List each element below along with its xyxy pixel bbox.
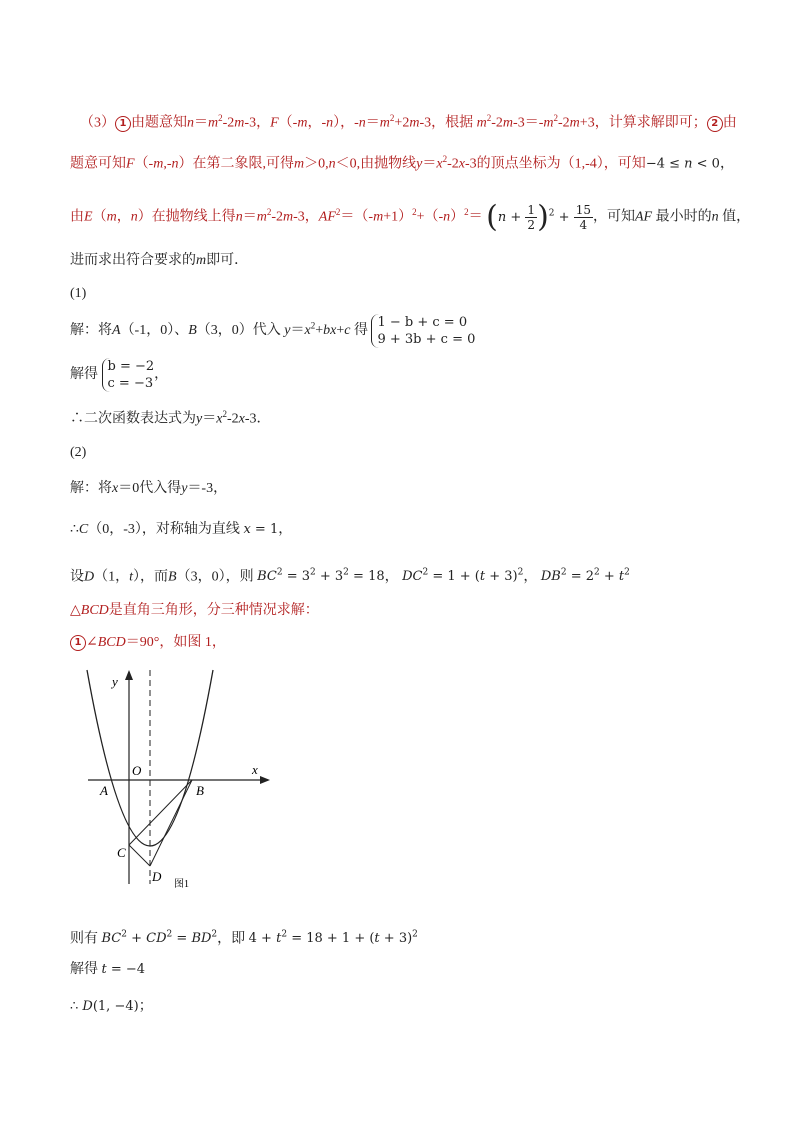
part2-case1: 1 ∠BCD＝90°，如图 1，: [70, 633, 226, 653]
label-d: D: [152, 869, 162, 884]
part2-line1: 解：将x＝0代入得y＝-3，: [70, 481, 228, 496]
figure-1: [80, 662, 280, 892]
circled-1-icon: 1: [115, 116, 131, 132]
part2-solve: 解得 t = −4: [70, 962, 146, 977]
part2-label: (2): [70, 445, 87, 460]
part1-label: (1): [70, 286, 87, 301]
part2-line3: 设D（1，t），而B（3，0），则 $BC^2 = 3^2 + 3^2 = 18$， $DC^2 = 1 + (t + 3)^2$， $DB^2 = 2^2 + t^2$: [70, 568, 630, 585]
parabola: [87, 670, 213, 846]
label-a: A: [100, 783, 108, 798]
part1-step1: 解：将A（-1，0）、B（3，0）代入 $y=x^2+bx+c$ 得 1 − b + c = 0 9 + 3b + c = 0: [70, 315, 476, 347]
y-axis-arrow-icon: [125, 670, 133, 680]
part2-line4: △BCD是直角三角形，分三种情况求解：: [70, 603, 319, 618]
af-expression: (n + $\frac{1}{2}$ )$^2$ + $\frac{15}{4}$: [486, 199, 591, 235]
segment-cd: [129, 845, 150, 866]
part2-eq: 则有 $BC^2 + CD^2 = BD^2$，即 $4 + t^2 = 18 + 1 + (t + 3)^2$: [70, 930, 418, 947]
part1-step2: 解得 b = −2 c = −3 ，: [70, 359, 169, 391]
segment-bc: [129, 780, 192, 845]
system-2: b = −2 c = −3: [102, 358, 155, 392]
analysis-line-4: 进而求出符合要求的m即可．: [70, 253, 249, 268]
part1-conclusion: ∴二次函数表达式为$y=x^2-2x-3$．: [70, 409, 271, 427]
circled-1b-icon: 1: [70, 635, 86, 651]
label-y: y: [112, 674, 118, 689]
label-o: O: [132, 763, 142, 778]
part2-line2: ∴C（0，-3），对称轴为直线 x = 1，: [70, 522, 293, 537]
label-x: x: [252, 762, 258, 777]
label-b: B: [196, 783, 204, 798]
circled-2-icon: 2: [707, 116, 723, 132]
x-axis-arrow-icon: [260, 776, 270, 784]
segment-bd: [150, 780, 192, 866]
analysis-line-2: 题意可知F（-m,-n）在第二象限,可得m＞0,n＜0,由抛物线$y=x^2-2x-3$的顶点坐标为（1,-4），可知−4 ≤ n < 0，: [70, 154, 734, 172]
part2-result: ∴ D(1, −4)；: [70, 999, 153, 1014]
label-c: C: [117, 845, 126, 860]
figure-caption: 图1: [174, 879, 189, 890]
analysis-line-1: （3） 1 由题意知$n=m^2-2m-3$，F（-m，-n），$-n=m^2+2m-3$，根据 $m^2-2m-3=-m^2-2m+3$，计算求解即可； 2 由: [80, 113, 737, 131]
analysis-line-3: 由E（m，n）在抛物线上得$n=m^2-2m-3$，$AF^2=(-m+1)^2+(-n)^2= (n$ + $\frac{1}{2}$ )$^2$ + $\frac{15}{4}$ ，可知AF 最小时的n 值，: [70, 199, 751, 235]
system-1: 1 − b + c = 0 9 + 3b + c = 0: [371, 314, 475, 348]
